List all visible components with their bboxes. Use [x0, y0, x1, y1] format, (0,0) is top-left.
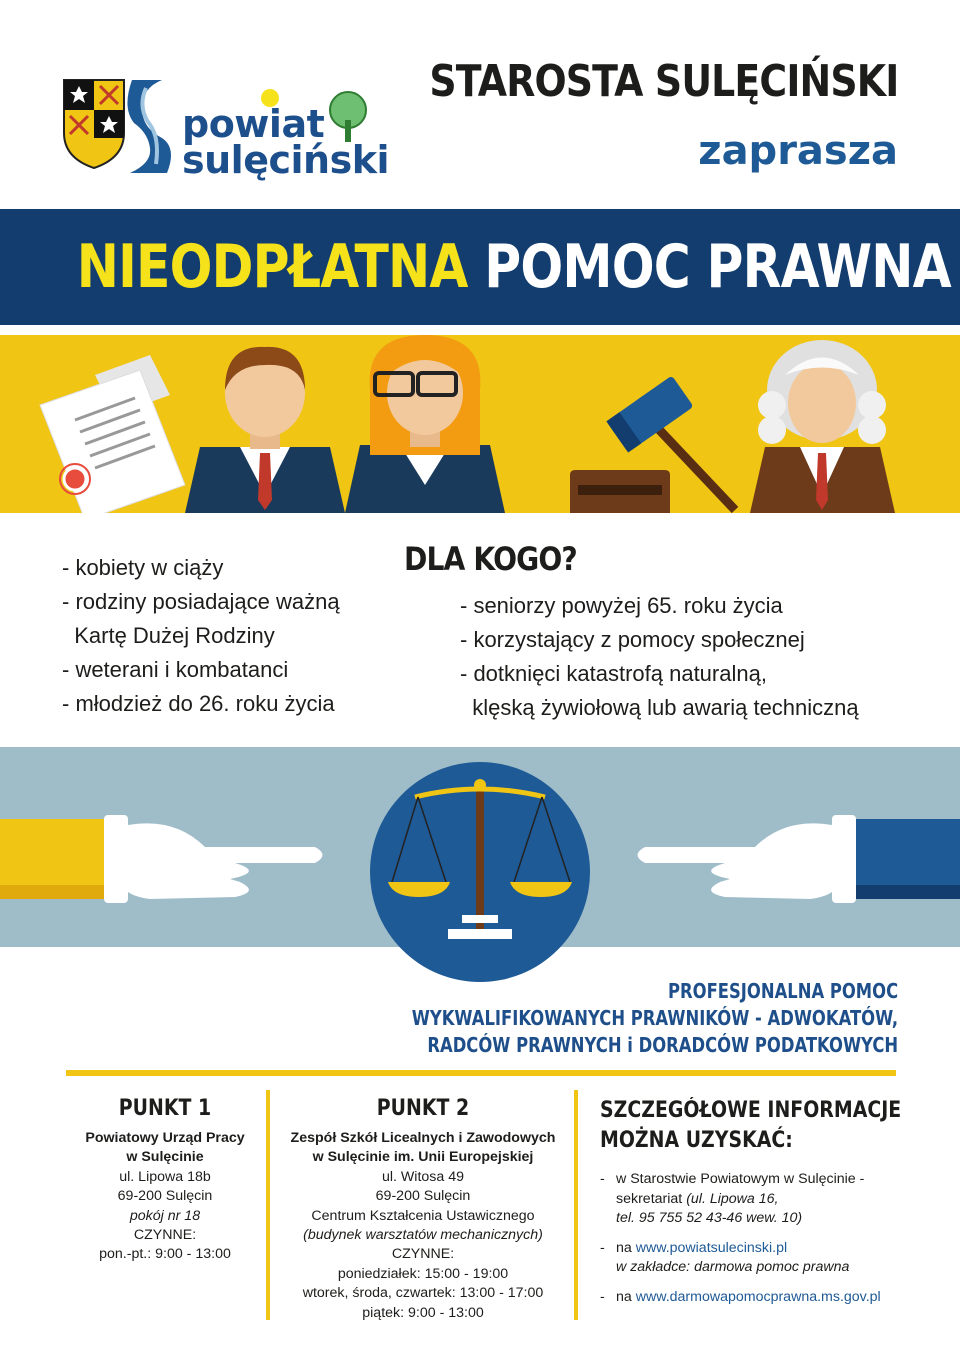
- punkt1-name2: w Sulęcinie: [126, 1149, 204, 1166]
- info-item1-address: (ul. Lipowa 16,: [686, 1190, 779, 1207]
- list-item: klęską żywiołową lub awarią techniczną: [460, 695, 859, 720]
- logo-line1: powiat: [182, 102, 325, 146]
- punkt2-center: Centrum Kształcenia Ustawicznego: [311, 1207, 535, 1224]
- divider: [266, 1090, 270, 1320]
- list-dash: -: [600, 1171, 605, 1187]
- info-item3-prefix: na: [616, 1288, 632, 1305]
- powiat-logo: [62, 78, 389, 182]
- professional-line3: RADCÓW PRAWNYCH i DORADCÓW PODATKOWYCH: [427, 1033, 898, 1057]
- logo-line2: sulęciński: [182, 138, 389, 182]
- list-item: - weterani i kombatanci: [62, 657, 289, 682]
- powiat-website-link[interactable]: www.powiatsulecinski.pl: [635, 1239, 788, 1256]
- punkt2-name2: w Sulęcinie im. Unii Europejskiej: [312, 1149, 534, 1166]
- list-item: - korzystający z pomocy społecznej: [460, 627, 805, 652]
- info-item1-phone: tel. 95 755 52 43-46 wew. 10): [616, 1210, 803, 1227]
- info-heading: [600, 1096, 901, 1156]
- professional-help-text: [305, 978, 898, 1059]
- punkt1-section: [70, 1096, 260, 1265]
- ministry-website-link[interactable]: www.darmowapomocprawna.ms.gov.pl: [635, 1288, 881, 1305]
- info-item2-prefix: na: [616, 1239, 632, 1256]
- judge-icon: [750, 340, 895, 513]
- list-item: [600, 1239, 920, 1278]
- info-item1-line1: w Starostwie Powiatowym w Sulęcinie -: [616, 1171, 865, 1187]
- list-item: - kobiety w ciąży: [62, 555, 224, 580]
- punkt1-name1: Powiatowy Urząd Pracy: [85, 1130, 245, 1146]
- scales-illustration: [0, 747, 960, 997]
- document-icon: [40, 355, 185, 513]
- punkt2-section: [278, 1096, 568, 1323]
- page-subtitle: zaprasza: [698, 128, 898, 174]
- lawyers-illustration: [0, 335, 960, 513]
- punkt2-title: PUNKT 2: [376, 1096, 470, 1121]
- punkt1-title: PUNKT 1: [118, 1096, 212, 1121]
- punkt2-open-label: CZYNNE:: [391, 1246, 455, 1263]
- male-lawyer-icon: [185, 347, 345, 513]
- list-item: - rodziny posiadające ważną: [62, 589, 340, 614]
- banner-headline: [76, 232, 951, 302]
- who-list-right: [460, 589, 920, 725]
- punkt2-building: (budynek warsztatów mechanicznych): [303, 1227, 543, 1244]
- punkt1-open-label: CZYNNE:: [133, 1227, 197, 1244]
- punkt2-street: ul. Witosa 49: [381, 1168, 464, 1185]
- punkt1-street: ul. Lipowa 18b: [119, 1168, 211, 1185]
- info-list: [600, 1170, 920, 1318]
- punkt1-city: 69-200 Sulęcin: [117, 1188, 213, 1205]
- professional-line1: PROFESJONALNA POMOC: [667, 979, 898, 1003]
- list-item: - dotknięci katastrofą naturalną,: [460, 661, 767, 686]
- punkt2-name1: Zespół Szkół Licealnych i Zawodowych: [290, 1130, 556, 1146]
- punkt2-hours3: piątek: 9:00 - 13:00: [362, 1304, 484, 1321]
- banner-headline-yellow: NIEODPŁATNA: [76, 232, 468, 302]
- list-item: [600, 1170, 920, 1229]
- punkt1-room: pokój nr 18: [129, 1207, 201, 1224]
- who-list-left: [62, 551, 402, 721]
- divider: [574, 1090, 578, 1320]
- list-item: - młodzież do 26. roku życia: [62, 691, 335, 716]
- punkt1-hours: pon.-pt.: 9:00 - 13:00: [99, 1246, 231, 1263]
- info-item1-sekretariat: sekretariat: [616, 1190, 683, 1207]
- punkt2-city: 69-200 Sulęcin: [375, 1188, 471, 1205]
- divider: [66, 1070, 896, 1076]
- list-dash: -: [600, 1288, 605, 1305]
- page-title: STAROSTA SULĘCIŃSKI: [428, 56, 898, 107]
- info-item2-note: w zakładce: darmowa pomoc prawna: [616, 1259, 850, 1276]
- professional-line2: WYKWALIFIKOWANYCH PRAWNIKÓW - ADWOKATÓW,: [411, 1006, 898, 1030]
- info-heading-line2: MOŻNA UZYSKAĆ:: [600, 1128, 793, 1153]
- list-item: Kartę Dużej Rodziny: [62, 623, 275, 648]
- who-heading: DLA KOGO?: [404, 540, 577, 578]
- punkt2-hours2: wtorek, środa, czwartek: 13:00 - 17:00: [302, 1285, 544, 1302]
- gavel-icon: [570, 375, 735, 513]
- punkt2-hours1: poniedziałek: 15:00 - 19:00: [337, 1265, 509, 1282]
- banner-headline-white: POMOC PRAWNA: [484, 232, 951, 302]
- female-lawyer-icon: [345, 335, 505, 513]
- info-heading-line1: SZCZEGÓŁOWE INFORMACJE: [600, 1098, 902, 1123]
- list-item: - seniorzy powyżej 65. roku życia: [460, 593, 783, 618]
- list-dash: -: [600, 1239, 605, 1256]
- list-item: [600, 1288, 920, 1308]
